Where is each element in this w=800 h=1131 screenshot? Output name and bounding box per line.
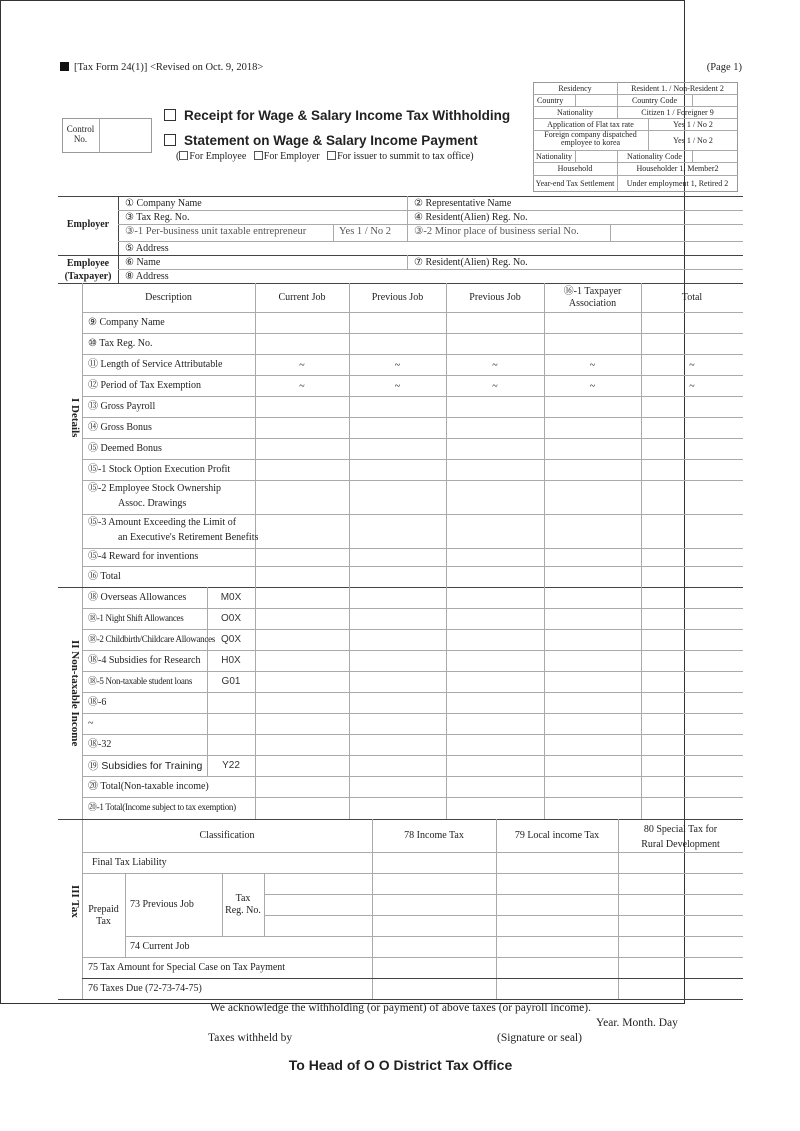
nontaxable-code: Q0X <box>220 634 241 645</box>
details-cell[interactable]: ~ <box>299 359 305 371</box>
details-cell[interactable] <box>642 418 742 437</box>
nontaxable-cell[interactable] <box>545 588 640 607</box>
nontaxable-cell[interactable] <box>447 588 543 607</box>
details-cell[interactable] <box>642 313 742 332</box>
income-tax-header: 78 Income Tax <box>404 830 464 841</box>
nontaxable-cell[interactable] <box>642 798 742 817</box>
details-row-label: ⑮-1 Stock Option Execution Profit <box>88 463 231 475</box>
taxes-due-label: 76 Taxes Due (72-73-74-75) <box>88 983 202 994</box>
details-cell[interactable] <box>350 313 445 332</box>
nontaxable-row-label: ⑳ Total(Non-taxable income) <box>88 781 209 792</box>
nontaxable-cell[interactable] <box>642 630 742 649</box>
control-no-label: Control No. <box>66 124 95 145</box>
nontaxable-code: H0X <box>221 655 241 666</box>
rural-tax-header: 80 Special Tax for Rural Development <box>641 824 720 850</box>
employer-label: Employer <box>66 219 110 230</box>
details-cell[interactable] <box>350 567 445 586</box>
nontaxable-cell[interactable] <box>447 672 543 691</box>
nontaxable-cell[interactable] <box>350 630 445 649</box>
details-cell[interactable] <box>447 481 543 513</box>
employee-address-label: ⑧ Address <box>125 271 169 282</box>
nontaxable-cell[interactable] <box>642 588 742 607</box>
details-cell[interactable] <box>447 397 543 416</box>
nontaxable-row-label: ⑱-5 Non-taxable student loans <box>88 676 193 686</box>
residency-label: Residency <box>558 84 592 93</box>
minor-place-field[interactable] <box>611 225 741 240</box>
nontaxable-row-label: ⑱-6 <box>88 697 107 708</box>
details-cell[interactable] <box>642 439 742 458</box>
details-cell[interactable] <box>256 460 348 479</box>
special-case-label: 75 Tax Amount for Special Case on Tax Payment <box>88 962 286 973</box>
nationality2-label: Nationality <box>536 152 572 161</box>
details-cell[interactable] <box>545 515 640 547</box>
details-cell[interactable] <box>642 397 742 416</box>
signature-label: (Signature or seal) <box>497 1032 582 1044</box>
tax-reg-no-label: Tax Reg. No. <box>225 893 261 916</box>
nontaxable-cell[interactable] <box>447 630 543 649</box>
nontaxable-code: O0X <box>220 613 241 624</box>
residency-value: Resident 1. / Non-Resident 2 <box>631 84 724 93</box>
details-cell[interactable] <box>642 515 742 547</box>
details-cell[interactable] <box>256 418 348 437</box>
employee-resident-reg-label: ⑦ Resident(Alien) Reg. No. <box>414 257 528 268</box>
minor-place-label: ③-2 Minor place of business serial No. <box>414 226 579 237</box>
details-cell[interactable] <box>350 334 445 353</box>
previous-job-label: 73 Previous Job <box>130 899 194 910</box>
nontaxable-cell[interactable] <box>545 630 640 649</box>
col-previous-job-2: Previous Job <box>469 292 521 303</box>
date-label: Year. Month. Day <box>596 1017 678 1029</box>
nontaxable-cell[interactable] <box>545 756 640 775</box>
employer-resident-reg-label: ④ Resident(Alien) Reg. No. <box>414 212 528 223</box>
nontaxable-cell[interactable] <box>256 798 348 817</box>
details-cell[interactable] <box>256 567 348 586</box>
nontaxable-cell[interactable] <box>447 777 543 796</box>
details-cell[interactable] <box>256 549 348 565</box>
nontaxable-cell[interactable] <box>642 777 742 796</box>
nontaxable-row-label: ~ <box>88 718 94 729</box>
nontaxable-cell[interactable] <box>447 756 543 775</box>
title-statement: Statement on Wage & Salary Income Payment <box>164 133 478 149</box>
details-row-label: ⑮-3 Amount Exceeding the Limit of <box>88 517 237 528</box>
nontaxable-cell[interactable] <box>256 693 348 712</box>
col-description: Description <box>145 292 192 303</box>
details-row-label: ⑬ Gross Payroll <box>88 400 156 412</box>
nontaxable-cell[interactable] <box>545 693 640 712</box>
details-row-label: ⑨ Company Name <box>88 316 165 328</box>
nontaxable-row-label: ⑱-1 Night Shift Allowances <box>88 613 184 623</box>
nontaxable-code: Y22 <box>222 760 240 771</box>
nontaxable-cell[interactable] <box>642 609 742 628</box>
nontaxable-cell[interactable] <box>447 714 543 733</box>
col-current-job: Current Job <box>278 292 326 303</box>
nationality-value: Citizen 1 / Foreigner 9 <box>641 108 714 117</box>
details-cell[interactable]: ~ <box>492 359 498 371</box>
prepaid-tax-label: Prepaid Tax <box>88 904 119 927</box>
foreign-dispatched-value: Yes 1 / No 2 <box>673 136 713 145</box>
nontaxable-cell[interactable] <box>545 672 640 691</box>
details-cell[interactable] <box>256 481 348 513</box>
details-cell[interactable]: ~ <box>394 380 401 392</box>
nontaxable-cell[interactable] <box>256 756 348 775</box>
nontaxable-cell[interactable] <box>256 609 348 628</box>
details-cell[interactable] <box>545 313 640 332</box>
details-cell[interactable] <box>256 397 348 416</box>
nontaxable-cell[interactable] <box>350 756 445 775</box>
square-bullet-icon <box>60 62 69 71</box>
nontaxable-cell[interactable] <box>545 735 640 754</box>
nontaxable-row-label: ⑱ Overseas Allowances <box>88 592 187 603</box>
details-cell[interactable] <box>256 313 348 332</box>
year-end-label: Year-end Tax Settlement <box>535 179 615 188</box>
household-value: Householder 1, Member2 <box>636 164 719 173</box>
details-row-label: ⑪ Length of Service Attributable <box>88 358 223 370</box>
nontaxable-cell[interactable] <box>447 651 543 670</box>
details-cell[interactable] <box>447 567 543 586</box>
details-cell[interactable] <box>447 515 543 547</box>
nontaxable-cell[interactable] <box>350 588 445 607</box>
details-row-label: ⑩ Tax Reg. No. <box>88 337 153 349</box>
nationality-field[interactable] <box>576 151 616 161</box>
details-cell[interactable] <box>256 439 348 458</box>
nontaxable-cell[interactable] <box>350 735 445 754</box>
details-cell[interactable]: ~ <box>689 380 695 392</box>
col-previous-job-1: Previous Job <box>371 292 424 303</box>
per-business-value: Yes 1 / No 2 <box>339 226 392 237</box>
nontaxable-cell[interactable] <box>447 735 543 754</box>
checkbox-for-employer[interactable] <box>254 151 263 160</box>
nontaxable-cell[interactable] <box>545 651 640 670</box>
nontaxable-cell[interactable] <box>642 714 742 733</box>
nationality-code-label: Nationality Code <box>627 152 682 161</box>
nontaxable-cell[interactable] <box>642 651 742 670</box>
nontaxable-cell[interactable] <box>256 588 348 607</box>
nontaxable-cell[interactable] <box>350 609 445 628</box>
nontaxable-row-label: ⑱-32 <box>88 739 112 750</box>
tax-section-label: III Tax <box>69 885 81 918</box>
nontaxable-cell[interactable] <box>447 693 543 712</box>
nontaxable-cell[interactable] <box>256 735 348 754</box>
details-cell[interactable] <box>642 334 742 353</box>
country-field[interactable] <box>576 95 616 105</box>
details-cell[interactable]: ~ <box>394 359 401 371</box>
details-cell[interactable]: ~ <box>589 359 596 371</box>
nontaxable-cell[interactable] <box>350 651 445 670</box>
details-cell[interactable] <box>447 439 543 458</box>
nontaxable-cell[interactable] <box>642 672 742 691</box>
details-cell[interactable]: ~ <box>492 380 498 392</box>
acknowledgement-text: We acknowledge the withholding (or payment) of above taxes (or payroll income). <box>209 1002 591 1014</box>
details-cell[interactable] <box>642 567 742 586</box>
withheld-by-label: Taxes withheld by <box>208 1032 293 1044</box>
current-job-label: 74 Current Job <box>130 941 190 952</box>
details-cell[interactable] <box>350 439 445 458</box>
nontaxable-cell[interactable] <box>447 798 543 817</box>
details-section-label: I Details <box>69 398 81 438</box>
nontaxable-cell[interactable] <box>350 777 445 796</box>
details-cell[interactable] <box>642 549 742 565</box>
details-row-label: ⑮ Deemed Bonus <box>88 442 162 454</box>
details-cell[interactable] <box>447 334 543 353</box>
details-cell[interactable]: ~ <box>689 359 695 371</box>
details-cell[interactable] <box>545 460 640 479</box>
nontaxable-row-label: ⑱-2 Childbirth/Childcare Allowances <box>88 634 215 644</box>
representative-label: ② Representative Name <box>414 198 512 209</box>
nontaxable-row-label: ⑲ Subsidies for Training <box>88 760 203 772</box>
final-tax-liability-label: Final Tax Liability <box>92 857 167 868</box>
country-code-field[interactable] <box>693 95 737 105</box>
local-tax-header: 79 Local income Tax <box>514 830 600 841</box>
details-row-label-2: an Executive's Retirement Benefits <box>118 532 259 543</box>
details-cell[interactable]: ~ <box>589 380 596 392</box>
nontaxable-code: M0X <box>220 592 242 603</box>
nontaxable-cell[interactable] <box>256 777 348 796</box>
country-code-label: Country Code <box>631 96 678 105</box>
details-cell[interactable] <box>350 549 445 565</box>
nontaxable-cell[interactable] <box>642 693 742 712</box>
nontaxable-cell[interactable] <box>350 714 445 733</box>
nontaxable-cell[interactable] <box>545 609 640 628</box>
details-cell[interactable] <box>350 515 445 547</box>
nontaxable-row-label: ⑳-1 Total(Income subject to tax exemption) <box>88 802 236 812</box>
tax-reg-label: ③ Tax Reg. No. <box>125 212 190 223</box>
details-cell[interactable] <box>545 418 640 437</box>
to-tax-office-text: To Head of O O District Tax Office <box>288 1057 513 1073</box>
details-cell[interactable] <box>545 439 640 458</box>
details-cell[interactable] <box>350 460 445 479</box>
nontaxable-cell[interactable] <box>256 714 348 733</box>
nontaxable-cell[interactable] <box>447 609 543 628</box>
details-cell[interactable] <box>350 481 445 513</box>
nontaxable-cell[interactable] <box>545 714 640 733</box>
nontaxable-cell[interactable] <box>350 672 445 691</box>
nationality-label: Nationality <box>557 108 593 117</box>
nontaxable-cell[interactable] <box>545 798 640 817</box>
year-end-value: Under employment 1, Retired 2 <box>626 179 729 188</box>
flat-rate-value: Yes 1 / No 2 <box>673 120 713 129</box>
details-cell[interactable] <box>350 418 445 437</box>
details-cell[interactable] <box>447 313 543 332</box>
checkbox-receipt[interactable] <box>164 109 176 121</box>
copy-options: ( For Employee For Employer For issuer to summit to tax office) <box>176 151 474 162</box>
form-id: [Tax Form 24(1)] <Revised on Oct. 9, 2018> <box>60 62 263 73</box>
nontaxable-cell[interactable] <box>256 651 348 670</box>
col-total: Total <box>681 292 703 303</box>
checkbox-statement[interactable] <box>164 134 176 146</box>
details-row-label: ⑫ Period of Tax Exemption <box>88 379 201 391</box>
flat-rate-label: Application of Flat tax rate <box>547 120 634 129</box>
checkbox-for-tax-office[interactable] <box>327 151 336 160</box>
nontaxable-cell[interactable] <box>350 693 445 712</box>
details-row-label-2: Assoc. Drawings <box>118 498 187 509</box>
nontaxable-section-label: II Non-taxable Income <box>69 640 81 747</box>
employee-name-label: ⑥ Name <box>125 257 161 268</box>
nontaxable-cell[interactable] <box>642 735 742 754</box>
tax-classification-header: Classification <box>199 830 255 841</box>
nontaxable-cell[interactable] <box>256 630 348 649</box>
details-row-label: ⑭ Gross Bonus <box>88 421 152 433</box>
checkbox-for-employee[interactable] <box>179 151 188 160</box>
title-receipt: Receipt for Wage & Salary Income Tax Withholding <box>164 108 510 124</box>
details-cell[interactable] <box>447 549 543 565</box>
nontaxable-cell[interactable] <box>642 756 742 775</box>
col-taxpayer-association: ⑯-1 Taxpayer Association <box>563 286 622 309</box>
nontaxable-code: G01 <box>221 676 241 687</box>
details-cell[interactable] <box>447 460 543 479</box>
details-row-label: ⑮-2 Employee Stock Ownership <box>88 483 222 494</box>
details-cell[interactable] <box>256 334 348 353</box>
foreign-dispatched-label: Foreign company dispatched employee to korea <box>544 130 637 148</box>
company-name-label: ① Company Name <box>125 198 202 209</box>
details-cell[interactable] <box>642 481 742 513</box>
details-cell[interactable] <box>642 460 742 479</box>
details-cell[interactable] <box>256 515 348 547</box>
details-cell[interactable] <box>545 549 640 565</box>
nontaxable-cell[interactable] <box>350 798 445 817</box>
country-label: Country <box>537 96 564 105</box>
page-label: (Page 1) <box>706 62 742 73</box>
details-cell[interactable] <box>545 567 640 586</box>
details-cell[interactable] <box>545 334 640 353</box>
employer-address-label: ⑤ Address <box>125 243 169 254</box>
household-label: Household <box>557 164 593 173</box>
nationality-code-field[interactable] <box>693 151 737 161</box>
per-business-label: ③-1 Per-business unit taxable entrepreneur <box>125 226 307 237</box>
control-no-field[interactable] <box>100 119 151 152</box>
employee-label: Employee (Taxpayer) <box>64 258 112 282</box>
details-cell[interactable] <box>545 481 640 513</box>
details-cell[interactable] <box>447 418 543 437</box>
nontaxable-row-label: ⑱-4 Subsidies for Research <box>88 655 201 666</box>
nontaxable-cell[interactable] <box>545 777 640 796</box>
nontaxable-cell[interactable] <box>256 672 348 691</box>
details-cell[interactable] <box>350 397 445 416</box>
details-row-label: ⑯ Total <box>88 570 121 582</box>
details-cell[interactable]: ~ <box>299 380 305 392</box>
details-cell[interactable] <box>545 397 640 416</box>
details-row-label: ⑮-4 Reward for inventions <box>88 551 199 562</box>
